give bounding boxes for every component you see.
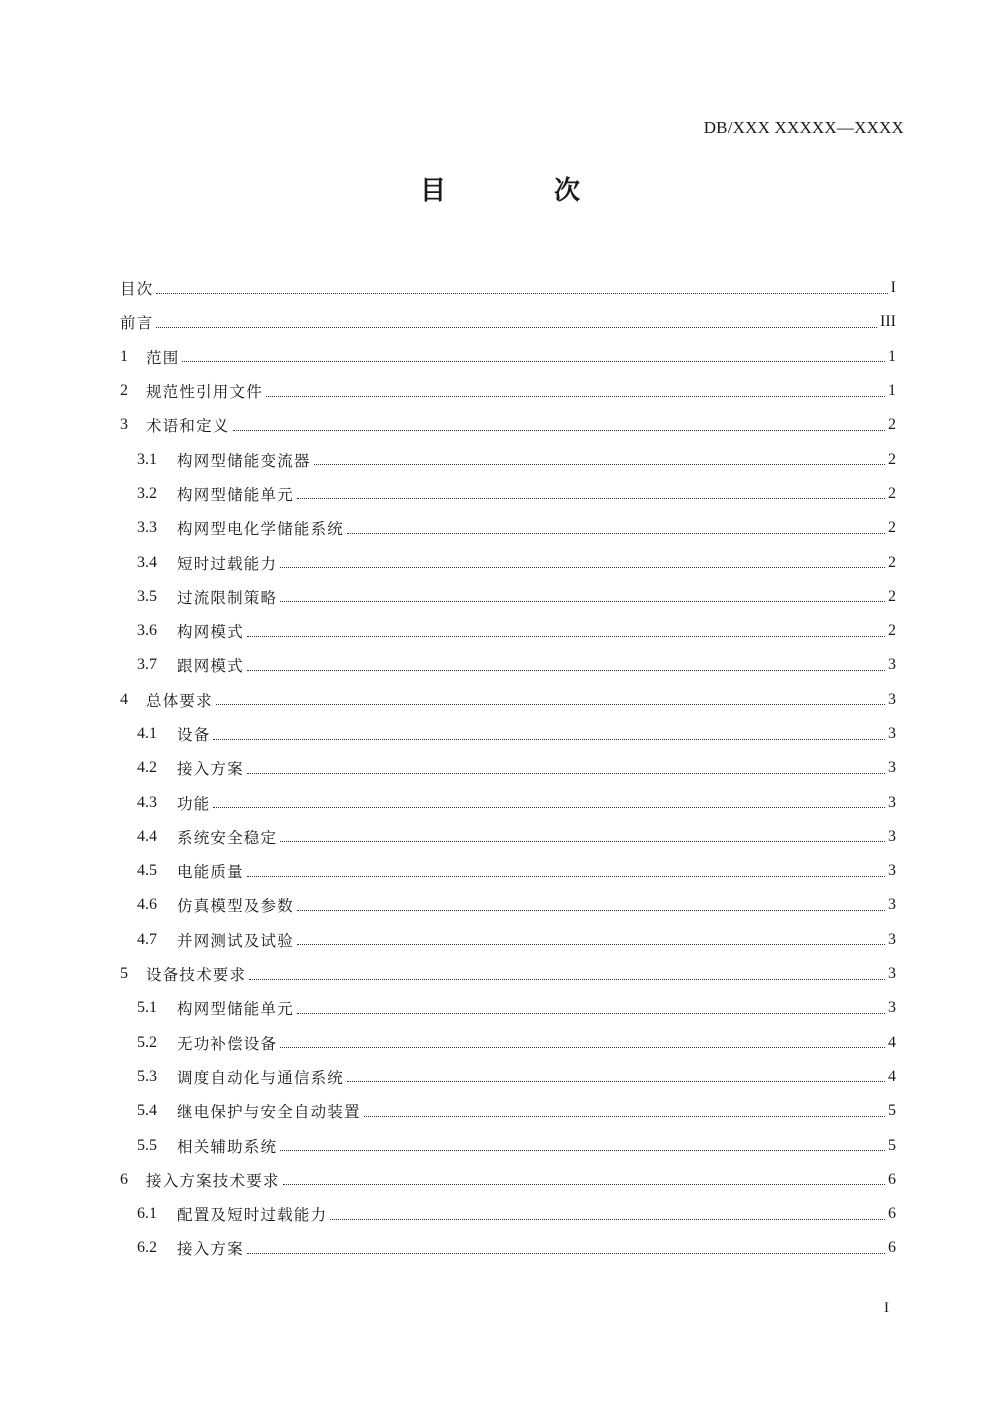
toc-entry[interactable]	[120, 340, 896, 374]
toc-entry-number: 3.7	[137, 656, 157, 674]
toc-entry-page: 3	[888, 965, 896, 983]
toc-entry-number: 4.5	[137, 862, 157, 880]
toc-heading-char-1: 目	[419, 176, 446, 206]
toc-entry-number: 5.2	[137, 1033, 157, 1051]
document-code: DB/XXX XXXXX—XXXX	[703, 118, 904, 137]
toc-entry-number: 5	[120, 965, 128, 983]
toc-entry-title: 无功补偿设备	[177, 1034, 278, 1053]
toc-entry-page: 2	[888, 484, 896, 502]
toc-entry-page: 3	[888, 656, 896, 674]
toc-entry-number: 5.1	[137, 999, 157, 1017]
toc-entry-number: 3.5	[137, 587, 157, 605]
toc-entry-page: 1	[888, 382, 896, 400]
toc-entry-title: 短时过载能力	[177, 554, 278, 573]
toc-entry-number: 6	[120, 1170, 128, 1188]
toc-list	[120, 271, 896, 1266]
toc-entry-page: 2	[888, 519, 896, 537]
toc-entry-number: 4.7	[137, 930, 157, 948]
toc-dot-leader	[156, 327, 877, 328]
toc-entry[interactable]	[120, 580, 896, 614]
toc-entry-page: I	[890, 279, 896, 297]
toc-dot-leader	[330, 1219, 885, 1220]
toc-dot-leader	[213, 739, 885, 740]
toc-dot-leader	[297, 910, 885, 911]
toc-entry-number: 4.4	[137, 827, 157, 845]
toc-entry-number: 4.6	[137, 896, 157, 914]
toc-dot-leader	[297, 944, 885, 945]
toc-entry-page: 3	[888, 896, 896, 914]
toc-entry[interactable]	[120, 374, 896, 408]
toc-entry-title: 范围	[146, 348, 180, 367]
toc-dot-leader	[347, 1081, 885, 1082]
toc-entry-page: 3	[888, 862, 896, 880]
toc-entry-number: 3	[120, 416, 128, 434]
toc-entry-number: 3.4	[137, 553, 157, 571]
toc-entry-page: 2	[888, 553, 896, 571]
toc-entry[interactable]	[120, 1197, 896, 1231]
toc-entry-title: 规范性引用文件	[146, 383, 263, 402]
toc-entry[interactable]	[120, 648, 896, 682]
toc-entry-page: 6	[888, 1205, 896, 1223]
toc-dot-leader	[266, 396, 885, 397]
toc-entry[interactable]	[120, 614, 896, 648]
toc-dot-leader	[247, 773, 885, 774]
toc-entry-number: 5.3	[137, 1067, 157, 1085]
toc-entry-title: 接入方案	[177, 760, 244, 779]
toc-dot-leader	[280, 1047, 885, 1048]
toc-dot-leader	[297, 498, 885, 499]
toc-entry-title: 并网测试及试验	[177, 931, 294, 950]
toc-entry[interactable]	[120, 545, 896, 579]
toc-entry[interactable]	[120, 785, 896, 819]
toc-dot-leader	[247, 876, 885, 877]
toc-dot-leader	[233, 430, 885, 431]
toc-entry-title: 构网型电化学储能系统	[177, 520, 345, 539]
toc-entry-page: 2	[888, 450, 896, 468]
toc-entry[interactable]	[120, 1231, 896, 1265]
toc-entry-title: 电能质量	[177, 863, 244, 882]
toc-entry[interactable]	[120, 442, 896, 476]
toc-entry-title: 构网模式	[177, 623, 244, 642]
toc-entry-number: 3.2	[137, 484, 157, 502]
toc-entry-page: 1	[888, 347, 896, 365]
toc-entry-page: 3	[888, 690, 896, 708]
toc-entry-number: 4	[120, 690, 128, 708]
toc-entry-page: 3	[888, 725, 896, 742]
toc-entry-title: 构网型储能变流器	[177, 451, 311, 470]
toc-dot-leader	[213, 807, 885, 808]
toc-entry-number: 1	[120, 347, 128, 365]
toc-entry[interactable]	[120, 717, 896, 751]
toc-entry-page: 2	[888, 416, 896, 434]
toc-entry-title: 功能	[177, 794, 211, 813]
toc-dot-leader	[249, 979, 885, 980]
toc-entry-number: 3.6	[137, 622, 157, 640]
toc-entry-title: 构网型储能单元	[177, 485, 294, 504]
toc-entry-page: 3	[888, 759, 896, 777]
toc-entry[interactable]	[120, 923, 896, 957]
toc-heading-char-2: 次	[554, 176, 581, 206]
toc-entry-page: 5	[888, 1136, 896, 1154]
toc-entry[interactable]	[120, 820, 896, 854]
toc-entry-page: 5	[888, 1102, 896, 1120]
toc-entry-number: 6.2	[137, 1239, 157, 1257]
toc-entry[interactable]	[120, 683, 896, 717]
toc-entry-page: 4	[888, 1033, 896, 1051]
toc-entry[interactable]	[120, 271, 896, 305]
toc-entry-page: 3	[888, 827, 896, 845]
toc-dot-leader	[297, 1013, 885, 1014]
toc-dot-leader	[182, 361, 885, 362]
toc-entry-number: 3.3	[137, 519, 157, 537]
toc-entry-number: 3.1	[137, 450, 157, 468]
toc-entry-title: 术语和定义	[146, 417, 230, 436]
toc-dot-leader	[216, 704, 885, 705]
toc-dot-leader	[280, 1150, 885, 1151]
toc-entry-number: 4.2	[137, 759, 157, 777]
toc-entry-number: 4.1	[137, 725, 157, 742]
toc-entry-page: 3	[888, 793, 896, 811]
toc-entry[interactable]	[120, 1060, 896, 1094]
toc-dot-leader	[247, 636, 885, 637]
toc-heading	[0, 170, 1000, 207]
toc-entry[interactable]	[120, 305, 896, 339]
toc-entry-title: 跟网模式	[177, 657, 244, 676]
toc-entry-title: 总体要求	[146, 691, 213, 710]
toc-entry-number: 5.5	[137, 1136, 157, 1154]
toc-dot-leader	[156, 293, 887, 294]
toc-entry[interactable]	[120, 1163, 896, 1197]
toc-entry[interactable]	[120, 751, 896, 785]
toc-entry-title: 系统安全稳定	[177, 828, 278, 847]
toc-entry-title: 配置及短时过载能力	[177, 1206, 328, 1225]
toc-entry-page: 6	[888, 1170, 896, 1188]
toc-entry-title: 前言	[120, 314, 154, 333]
toc-entry-page: 3	[888, 930, 896, 948]
toc-dot-leader	[247, 1253, 885, 1254]
toc-entry-title: 继电保护与安全自动装置	[177, 1103, 361, 1122]
toc-entry-title: 过流限制策略	[177, 588, 278, 607]
toc-dot-leader	[280, 841, 885, 842]
page-number: I	[884, 1300, 889, 1316]
toc-entry-title: 仿真模型及参数	[177, 897, 294, 916]
toc-entry-page: 2	[888, 587, 896, 605]
toc-entry-number: 5.4	[137, 1102, 157, 1120]
toc-entry-title: 设备技术要求	[146, 966, 247, 985]
toc-entry-title: 目次	[120, 280, 154, 299]
toc-entry[interactable]	[120, 888, 896, 922]
toc-dot-leader	[247, 670, 885, 671]
toc-dot-leader	[280, 601, 885, 602]
toc-entry-page: 3	[888, 999, 896, 1017]
toc-entry-page: 2	[888, 622, 896, 640]
toc-entry[interactable]	[120, 957, 896, 991]
toc-entry[interactable]	[120, 1094, 896, 1128]
toc-dot-leader	[314, 464, 885, 465]
toc-dot-leader	[283, 1184, 885, 1185]
toc-entry-number: 6.1	[137, 1205, 157, 1223]
toc-entry[interactable]	[120, 1128, 896, 1162]
toc-dot-leader	[347, 533, 885, 534]
toc-entry-page: 6	[888, 1239, 896, 1257]
toc-entry-title: 设备	[177, 726, 211, 744]
toc-entry-number: 2	[120, 382, 128, 400]
toc-entry-title: 构网型储能单元	[177, 1000, 294, 1019]
toc-entry-number: 4.3	[137, 793, 157, 811]
toc-entry-title: 相关辅助系统	[177, 1137, 278, 1156]
toc-dot-leader	[280, 567, 885, 568]
toc-entry-title: 接入方案	[177, 1240, 244, 1259]
toc-entry[interactable]	[120, 1026, 896, 1060]
toc-entry[interactable]	[120, 511, 896, 545]
toc-entry-title: 调度自动化与通信系统	[177, 1068, 345, 1087]
toc-entry[interactable]	[120, 991, 896, 1025]
toc-dot-leader	[364, 1116, 885, 1117]
toc-entry-title: 接入方案技术要求	[146, 1171, 280, 1190]
toc-entry[interactable]	[120, 477, 896, 511]
toc-entry-page: 4	[888, 1067, 896, 1085]
toc-entry[interactable]	[120, 854, 896, 888]
toc-entry-page: III	[880, 313, 896, 331]
toc-entry[interactable]	[120, 408, 896, 442]
